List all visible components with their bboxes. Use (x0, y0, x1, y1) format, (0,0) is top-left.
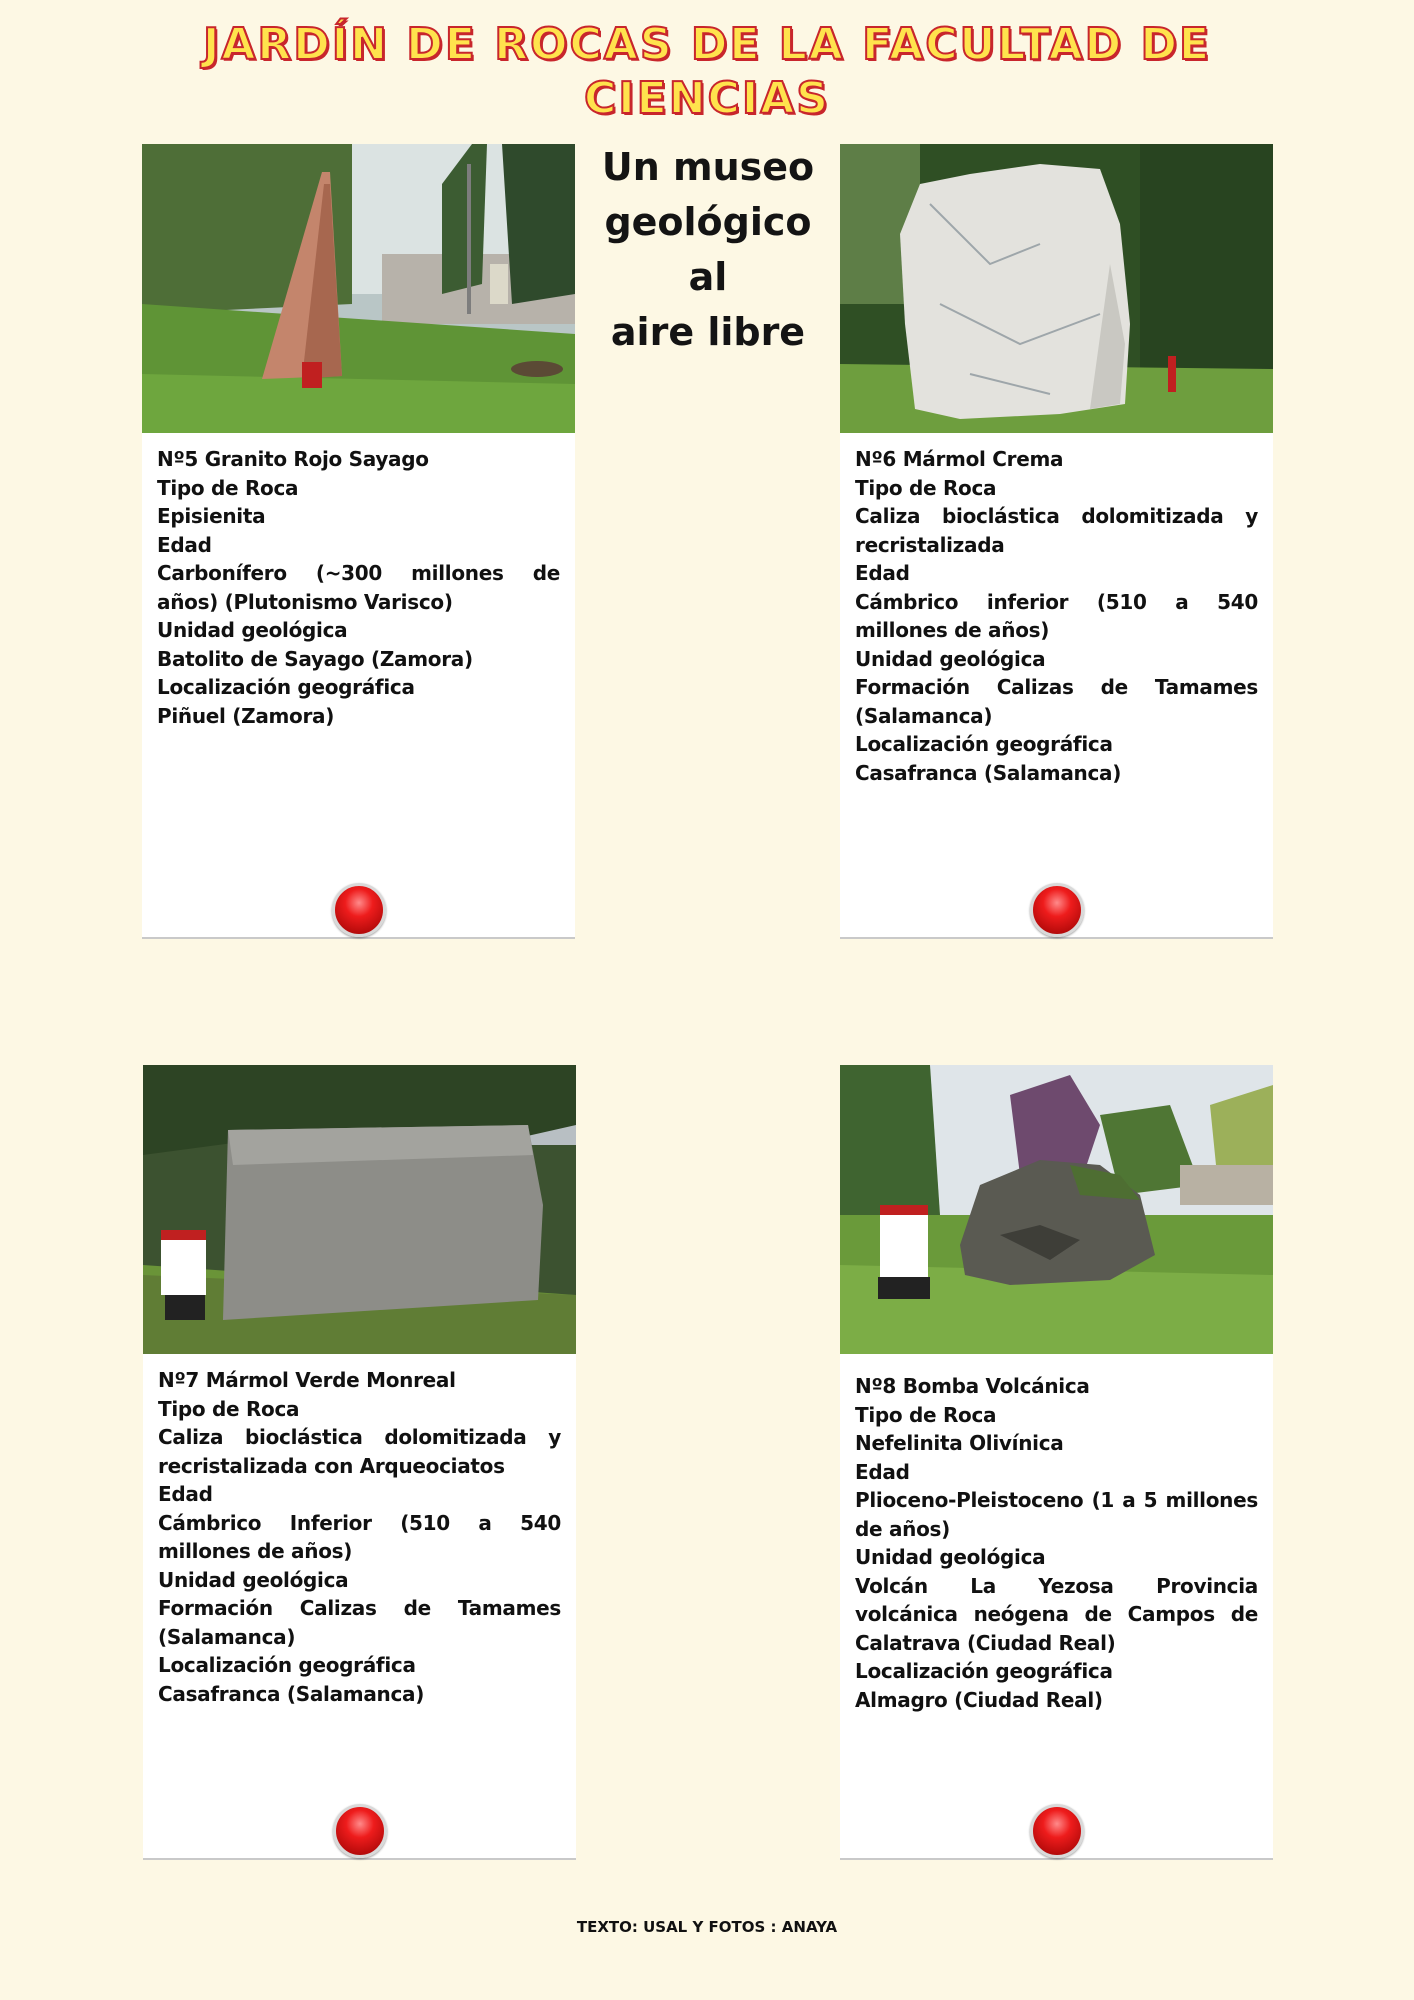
rock-name: Nº5 Granito Rojo Sayago (157, 447, 429, 471)
rock-location-value: Piñuel (Zamora) (157, 703, 335, 728)
red-dot-button[interactable] (332, 883, 386, 937)
subtitle-line-1: Un museo (601, 145, 815, 189)
rock-unit-label: Unidad geológica (855, 1545, 1046, 1569)
rock-age-value: Plioceno-Pleistoceno (1 a 5 millones de años) (855, 1488, 1258, 1541)
rock-name: Nº7 Mármol Verde Monreal (158, 1368, 456, 1392)
rock-age-value: Cámbrico Inferior (510 a 540 millones de años) (158, 1510, 561, 1563)
rock-info (143, 1354, 576, 1708)
page-subtitle (580, 140, 836, 360)
rock-card-7 (143, 1065, 576, 1858)
rock-age-label: Edad (855, 1459, 910, 1484)
rock-location-value: Almagro (Ciudad Real) (855, 1687, 1103, 1712)
rock-location-value: Casafranca (Salamanca) (855, 760, 1122, 785)
rock-unit-label: Unidad geológica (855, 646, 1046, 671)
rock-card-5 (142, 144, 575, 937)
rock-info (840, 433, 1273, 787)
rock-photo-marmol-verde (143, 1065, 576, 1354)
page-title (0, 18, 1414, 126)
rock-age-label: Edad (158, 1482, 213, 1506)
rock-age-label: Edad (157, 532, 212, 557)
rock-unit-label: Unidad geológica (157, 618, 348, 642)
red-dot-button[interactable] (1030, 883, 1084, 937)
footer-credits: TEXTO: USAL Y FOTOS : ANAYA (576, 1918, 838, 1936)
rock-location-label: Localización geográfica (855, 732, 1113, 756)
rock-unit-value: Formación Calizas de Tamames (Salamanca) (158, 1596, 561, 1649)
rock-type-label: Tipo de Roca (855, 1402, 997, 1427)
rock-location-label: Localización geográfica (157, 675, 415, 699)
rock-photo-granito-rojo (142, 144, 575, 433)
rock-unit-label: Unidad geológica (158, 1567, 349, 1592)
red-dot-button[interactable] (1030, 1804, 1084, 1858)
rock-info (840, 1354, 1273, 1714)
rock-location-label: Localización geográfica (855, 1659, 1113, 1683)
rock-info (142, 433, 575, 730)
rock-type-label: Tipo de Roca (157, 475, 299, 500)
title-line-1: JARDÍN DE ROCAS DE LA FACULTAD DE (202, 19, 1212, 70)
rock-age-label: Edad (855, 561, 910, 585)
rock-photo-marmol-crema (840, 144, 1273, 433)
subtitle-line-3: aire libre (610, 310, 806, 354)
rock-unit-value: Volcán La Yezosa Provincia volcánica neógena de Campos de Calatrava (Ciudad Real) (855, 1573, 1258, 1655)
rock-type-value: Episienita (157, 504, 266, 528)
rock-name: Nº8 Bomba Volcánica (855, 1374, 1090, 1398)
rock-location-label: Localización geográfica (158, 1653, 416, 1677)
red-dot-button[interactable] (333, 1804, 387, 1858)
subtitle-line-2: geológico al (604, 200, 812, 299)
rock-type-label: Tipo de Roca (158, 1396, 300, 1421)
rock-unit-value: Formación Calizas de Tamames (Salamanca) (855, 675, 1258, 728)
rock-unit-value: Batolito de Sayago (Zamora) (157, 646, 473, 671)
rock-photo-bomba-volcanica (840, 1065, 1273, 1354)
rock-card-6 (840, 144, 1273, 937)
rock-name: Nº6 Mármol Crema (855, 447, 1064, 471)
rock-type-value: Caliza bioclástica dolomitizada y recristalizada con Arqueociatos (158, 1425, 561, 1478)
rock-location-value: Casafranca (Salamanca) (158, 1681, 425, 1706)
rock-type-label: Tipo de Roca (855, 475, 997, 500)
rock-card-8 (840, 1065, 1273, 1858)
rock-age-value: Cámbrico inferior (510 a 540 millones de años) (855, 589, 1258, 642)
rock-age-value: Carbonífero (~300 millones de años) (Plutonismo Varisco) (157, 561, 560, 614)
rock-type-value: Caliza bioclástica dolomitizada y recristalizada (855, 504, 1258, 557)
title-line-2: CIENCIAS (584, 73, 830, 124)
rock-type-value: Nefelinita Olivínica (855, 1431, 1064, 1455)
